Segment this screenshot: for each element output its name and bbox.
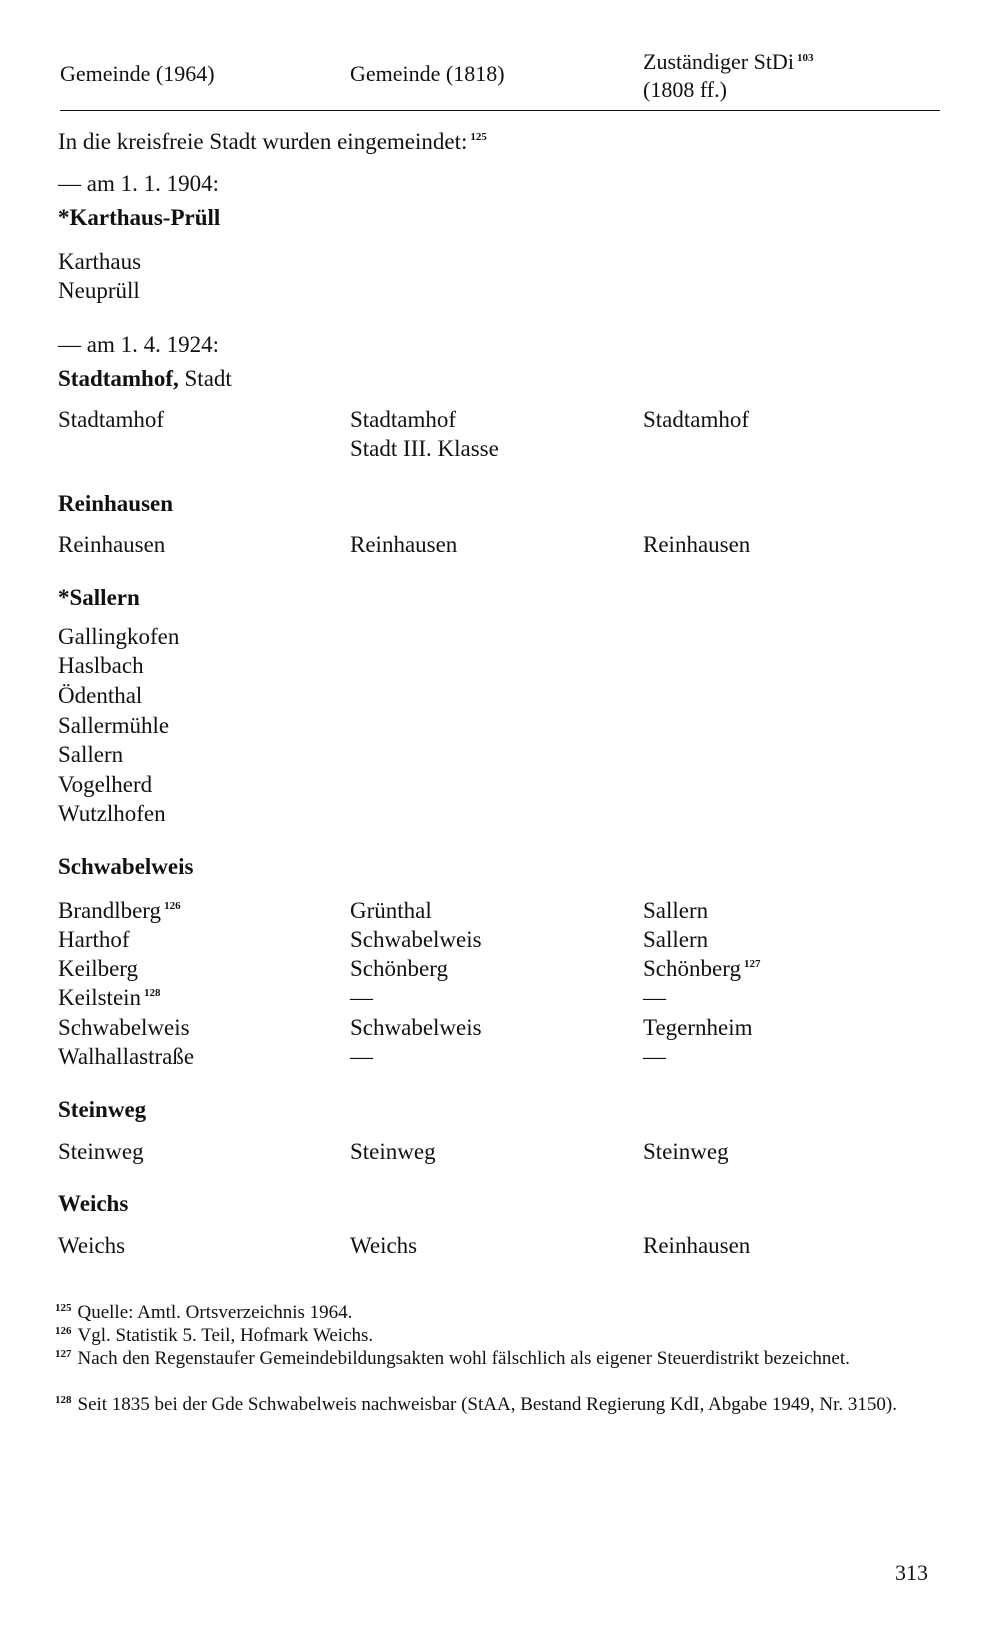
footnote-ref: 127 [743, 958, 761, 971]
table-cell: Walhallastraße [58, 1044, 195, 1069]
group-title-steinweg: Steinweg [58, 1097, 147, 1122]
list-item: Karthaus [58, 249, 142, 274]
footnote-ref: 128 [144, 987, 161, 1000]
table-cell-text: Keilstein [58, 985, 142, 1010]
table-cell: Stadt III. Klasse [350, 436, 499, 461]
table-cell: — [643, 985, 666, 1010]
table-cell: Weichs [58, 1233, 126, 1258]
footnote-ref: 125 [470, 131, 487, 144]
footnote-ref: 103 [796, 51, 814, 64]
table-cell: Stadtamhof [643, 407, 750, 432]
footnote-ref: 126 [164, 900, 181, 913]
footnote-text: Nach den Regenstaufer Gemeindebildungsakten wohl fälschlich als eigener Steuerdistrikt bezeichnet. [77, 1348, 850, 1369]
table-cell: Steinweg [643, 1139, 729, 1164]
footnote-text: Seit 1835 bei der Gde Schwabelweis nachweisbar (StAA, Bestand Regierung KdI, Abgabe 1949, Nr. 3150). [77, 1394, 897, 1415]
table-cell-text: Brandlberg [58, 898, 162, 923]
table-cell: Harthof [58, 927, 130, 952]
column-header-gemeinde-1964: Gemeinde (1964) [60, 61, 215, 86]
footnote-number: 128 [55, 1393, 72, 1406]
table-cell: Sallern [643, 927, 709, 952]
table-cell: Reinhausen [643, 1233, 751, 1258]
table-cell: Schwabelweis [350, 927, 482, 952]
footnote [55, 1348, 935, 1370]
table-cell: Schönberg [350, 956, 448, 981]
intro-line [58, 128, 487, 156]
table-cell: Schwabelweis [350, 1015, 482, 1040]
date-heading-1904: — am 1. 1. 1904: [58, 171, 219, 196]
list-item: Wutzlhofen [58, 801, 166, 826]
page-number: 313 [895, 1560, 928, 1585]
footnote-text: Quelle: Amtl. Ortsverzeichnis 1964. [77, 1302, 353, 1323]
list-item: Vogelherd [58, 772, 153, 797]
column-header-gemeinde-1818: Gemeinde (1818) [350, 61, 505, 86]
table-cell: — [350, 985, 373, 1010]
table-cell: Tegernheim [643, 1015, 753, 1040]
column-header-stdi [643, 48, 813, 76]
table-cell: Keilberg [58, 956, 139, 981]
column-header-stdi-label: Zuständiger StDi [643, 49, 794, 74]
footnote-text: Vgl. Statistik 5. Teil, Hofmark Weichs. [77, 1325, 374, 1346]
group-title-stadtamhof-name: Stadtamhof, [58, 366, 179, 391]
table-cell: Stadtamhof [350, 407, 457, 432]
table-cell: Schwabelweis [58, 1015, 190, 1040]
group-title-sallern: *Sallern [58, 585, 140, 610]
list-item: Gallingkofen [58, 624, 180, 649]
list-item: Sallern [58, 742, 124, 767]
table-cell [643, 955, 760, 983]
list-item: Neuprüll [58, 278, 140, 303]
group-title-reinhausen: Reinhausen [58, 491, 174, 516]
table-cell: Reinhausen [350, 532, 458, 557]
group-title-karthaus-pruell: *Karthaus-Prüll [58, 205, 221, 230]
footnote [55, 1325, 935, 1347]
footnote-number: 127 [55, 1347, 72, 1360]
list-item: Haslbach [58, 653, 144, 678]
table-cell: — [643, 1044, 666, 1069]
table-cell: — [350, 1044, 373, 1069]
header-rule [60, 110, 940, 111]
group-title-stadtamhof-suffix: Stadt [178, 366, 232, 391]
list-item: Ödenthal [58, 683, 143, 708]
column-header-stdi-years: (1808 ff.) [643, 77, 727, 102]
footnote-number: 126 [55, 1324, 72, 1337]
table-cell: Weichs [350, 1233, 418, 1258]
group-title-stadtamhof [58, 365, 232, 393]
group-title-weichs: Weichs [58, 1191, 129, 1216]
table-cell [58, 897, 181, 925]
table-cell: Stadtamhof [58, 407, 165, 432]
table-cell [58, 984, 161, 1012]
intro-text: In die kreisfreie Stadt wurden eingemeindet: [58, 129, 468, 154]
table-cell: Sallern [643, 898, 709, 923]
footnote [55, 1394, 935, 1416]
footnote-number: 125 [55, 1301, 72, 1314]
table-cell: Reinhausen [58, 532, 166, 557]
date-heading-1924: — am 1. 4. 1924: [58, 332, 219, 357]
table-cell-text: Schönberg [643, 956, 741, 981]
footnote [55, 1302, 935, 1324]
table-cell: Grünthal [350, 898, 432, 923]
table-cell: Reinhausen [643, 532, 751, 557]
list-item: Sallermühle [58, 713, 170, 738]
table-cell: Steinweg [58, 1139, 144, 1164]
table-cell: Steinweg [350, 1139, 436, 1164]
group-title-schwabelweis: Schwabelweis [58, 854, 194, 879]
